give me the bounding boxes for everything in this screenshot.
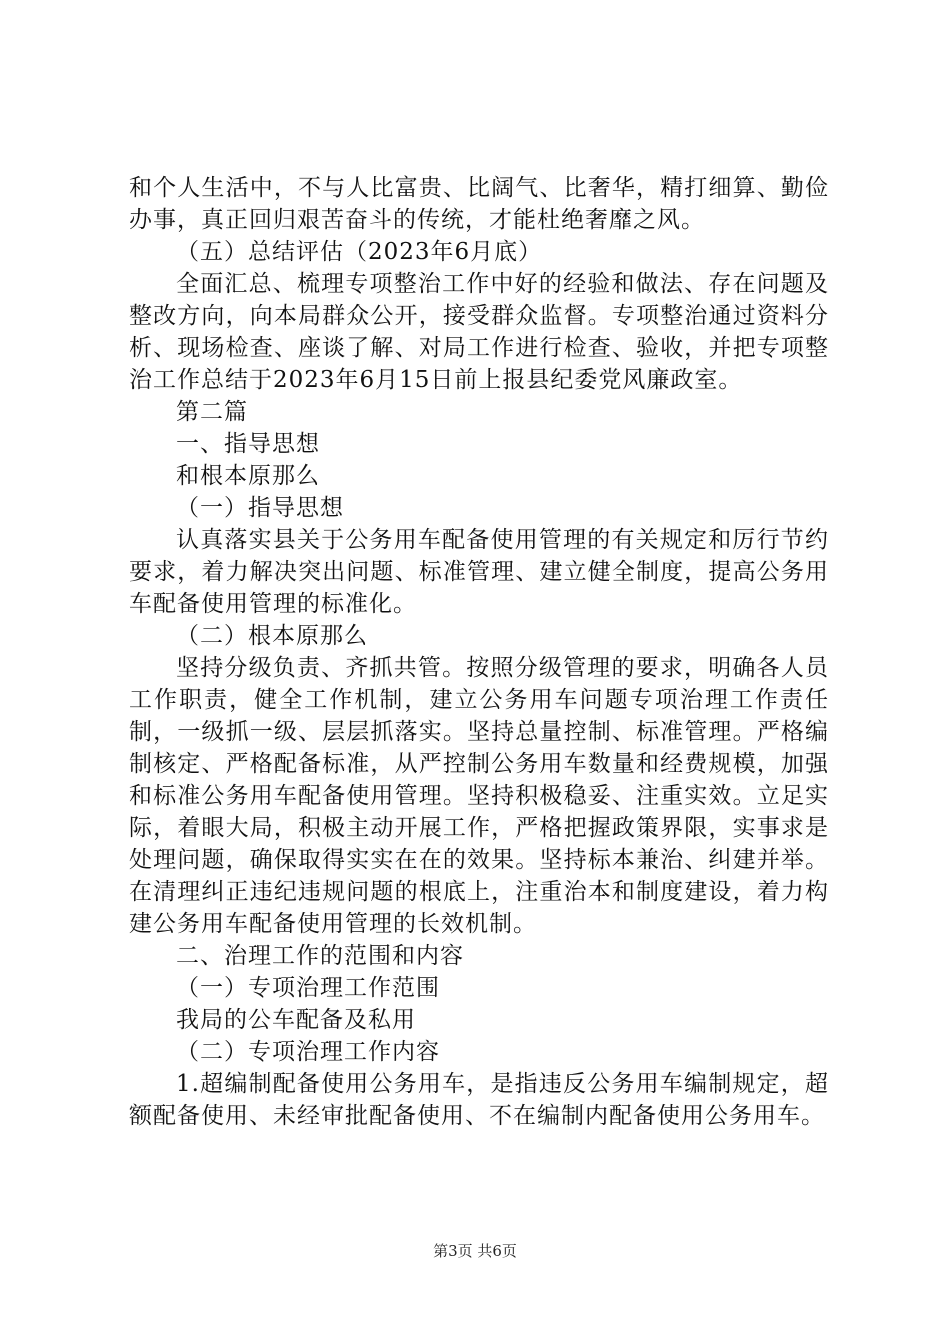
paragraph: 全面汇总、梳理专项整治工作中好的经验和做法、存在问题及整改方向，向本局群众公开，接受群众监督。专项整治通过资料分析、现场检查、座谈了解、对局工作进行检查、验收，并把专项整治工作总结于2023年6月15日前上报县纪委党风廉政室。	[129, 271, 829, 393]
paragraph: 坚持分级负责、齐抓共管。按照分级管理的要求，明确各人员工作职责，健全工作机制，建立公务用车问题专项治理工作责任制，一级抓一级、层层抓落实。坚持总量控制、标准管理。严格编制核定、严格配备标准，从严控制公务用车数量和经费规模，加强和标准公务用车配备使用管理。坚持积极稳妥、注重实效。立足实际，着眼大局，积极主动开展工作，严格把握政策界限，实事求是处理问题，确保取得实实在在的效果。坚持标本兼治、纠建并举。在清理纠正违纪违规问题的根底上，注重治本和制度建设，着力构建公务用车配备使用管理的长效机制。	[129, 655, 829, 937]
section-heading: 一、指导思想	[176, 431, 320, 457]
subsection-heading: （一）专项治理工作范围	[176, 975, 440, 1001]
subsection-heading: （一）指导思想	[176, 495, 344, 521]
page-footer: 第3页 共6页	[433, 1242, 517, 1260]
section-heading: 和根本原那么	[176, 463, 320, 489]
chapter-heading: 第二篇	[176, 399, 248, 425]
paragraph: 1.超编制配备使用公务用车，是指违反公务用车编制规定，超额配备使用、未经审批配备使用、不在编制内配备使用公务用车。	[129, 1071, 829, 1129]
section-heading: （五）总结评估（2023年6月底）	[176, 239, 543, 265]
section-heading: 二、治理工作的范围和内容	[176, 943, 464, 969]
paragraph: 和个人生活中，不与人比富贵、比阔气、比奢华，精打细算、勤俭办事，真正回归艰苦奋斗的传统，才能杜绝奢靡之风。	[129, 175, 829, 233]
document-body	[129, 172, 829, 1132]
subsection-heading: （二）根本原那么	[176, 623, 368, 649]
paragraph: 我局的公车配备及私用	[176, 1007, 416, 1033]
paragraph: 认真落实县关于公务用车配备使用管理的有关规定和厉行节约要求，着力解决突出问题、标准管理、建立健全制度，提高公务用车配备使用管理的标准化。	[129, 527, 829, 617]
subsection-heading: （二）专项治理工作内容	[176, 1039, 440, 1065]
